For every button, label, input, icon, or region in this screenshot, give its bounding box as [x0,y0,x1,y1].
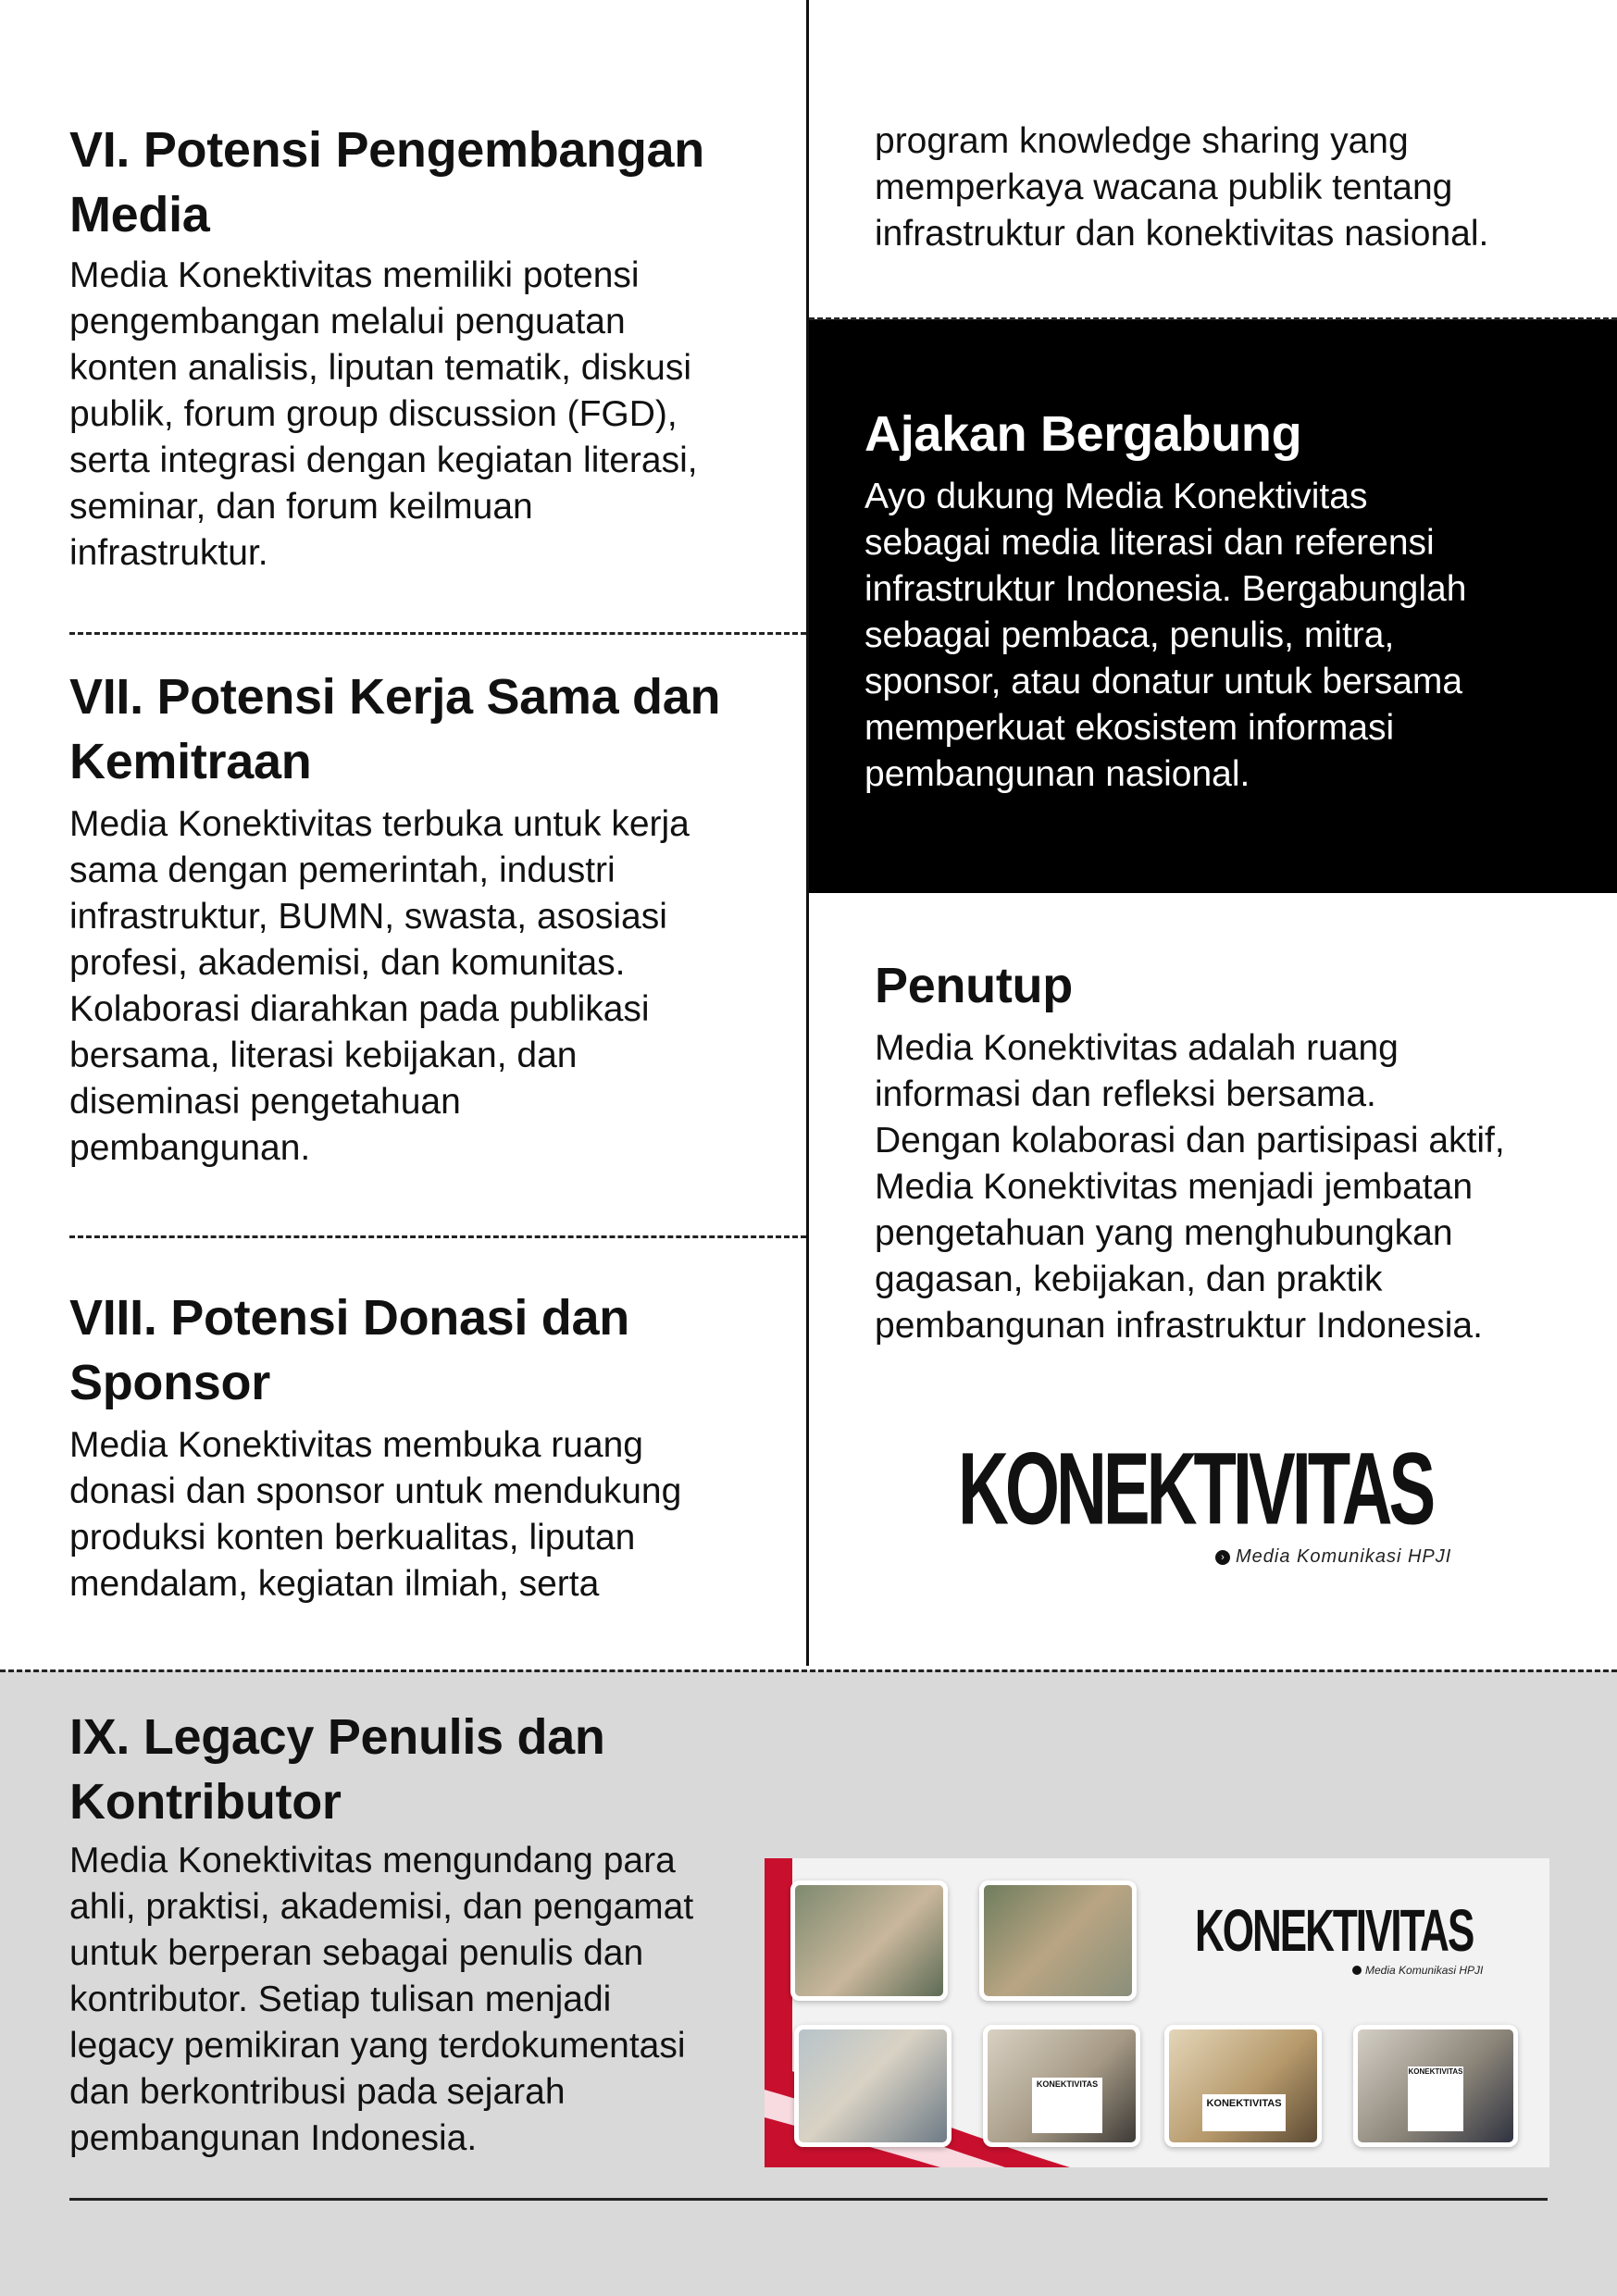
photo-label-2: KONEKTIVITAS [1202,2094,1286,2131]
collage-logo-wordmark: KONEKTIVITAS [1195,1898,1474,1965]
ajakan-title: Ajakan Bergabung [864,406,1302,462]
section-penutup [875,953,1606,1349]
collage-logo [1195,1898,1510,1977]
konektivitas-logo [958,1432,1476,1569]
collage-logo-tagline: Media Komunikasi HPJI [1365,1964,1484,1977]
section-viii [69,1285,801,1607]
section-viii-title: VIII. Potensi Donasi dan Sponsor [69,1290,629,1410]
photo-label-3: KONEKTIVITAS [1408,2066,1463,2131]
ajakan-body: Ayo dukung Media Konektivitas sebagai media literasi dan referensi infrastruktur Indonesia. Bergabunglah sebagai pembaca, penulis, mitra, sponsor, atau donatur untuk bersama memperkuat ekosistem informasi pembangunan nasional. [864,477,1467,794]
photo-handover [790,1880,948,2001]
section-viii-body: Media Konektivitas membuka ruang donasi dan sponsor untuk mendukung produksi konten berkualitas, liputan mendalam, kegiatan ilmiah, serta [69,1425,682,1604]
photo-group [979,1880,1137,2001]
section-vii [69,664,801,1172]
section-vi-body: Media Konektivitas memiliki potensi pengembangan melalui penguatan konten analisis, liputan tematik, diskusi publik, forum group discussion (FGD), serta integrasi dengan kegiatan literasi, seminar, dan forum keilmuan infrastruktur. [69,255,698,573]
section-viii-continued: program knowledge sharing yang memperkaya wacana publik tentang infrastruktur dan konektivitas nasional. [875,121,1489,254]
section-vii-body: Media Konektivitas terbuka untuk kerja sama dengan pemerintah, industri infrastruktur, BUMN, swasta, asosiasi profesi, akademisi, dan komunitas. Kolaborasi diarahkan pada publikasi bersama, literasi kebijakan, dan diseminasi pengetahuan pembangunan. [69,804,690,1168]
collage-logo-tagline-row [1352,1964,1483,1977]
logo-tagline-row [1215,1546,1451,1568]
photo-holding-magazine-1 [983,2025,1140,2147]
separator-bottom-panel [0,1669,1617,1672]
photo-collage [765,1858,1549,2167]
bottom-rule [69,2198,1548,2201]
chevron-right-icon: › [1215,1550,1230,1565]
collage-chevron-icon [1352,1966,1362,1975]
logo-wordmark: KONEKTIVITAS [958,1432,1433,1546]
photo-label-1: KONEKTIVITAS [1032,2078,1102,2133]
separator-vii-viii [69,1235,806,1238]
section-ix [69,1705,773,2162]
photo-meeting [794,2025,952,2147]
separator-right-top [809,317,1617,320]
section-vi [69,118,801,577]
section-ajakan [864,402,1596,798]
section-vi-title: VI. Potensi Pengembangan Media [69,122,704,242]
penutup-body: Media Konektivitas adalah ruang informasi dan refleksi bersama. Dengan kolaborasi dan partisipasi aktif, Media Konektivitas menjadi jembatan pengetahuan yang menghubungkan gagasan, kebijakan, dan praktik pembangunan infrastruktur Indonesia. [875,1028,1505,1346]
section-vii-title: VII. Potensi Kerja Sama dan Kemitraan [69,669,721,789]
logo-tagline: Media Komunikasi HPJI [1236,1546,1452,1567]
photo-holding-magazine-2 [1164,2025,1322,2147]
photo-holding-magazine-3 [1353,2025,1518,2147]
separator-vi-vii [69,632,806,635]
section-ix-title: IX. Legacy Penulis dan Kontributor [69,1709,605,1830]
penutup-title: Penutup [875,958,1073,1013]
section-ix-body: Media Konektivitas mengundang para ahli, praktisi, akademisi, dan pengamat untuk berperan sebagai penulis dan kontributor. Setiap tulisan menjadi legacy pemikiran yang terdokumentasi dan berkontribusi pada sejarah pembangunan Indonesia. [69,1841,694,2158]
